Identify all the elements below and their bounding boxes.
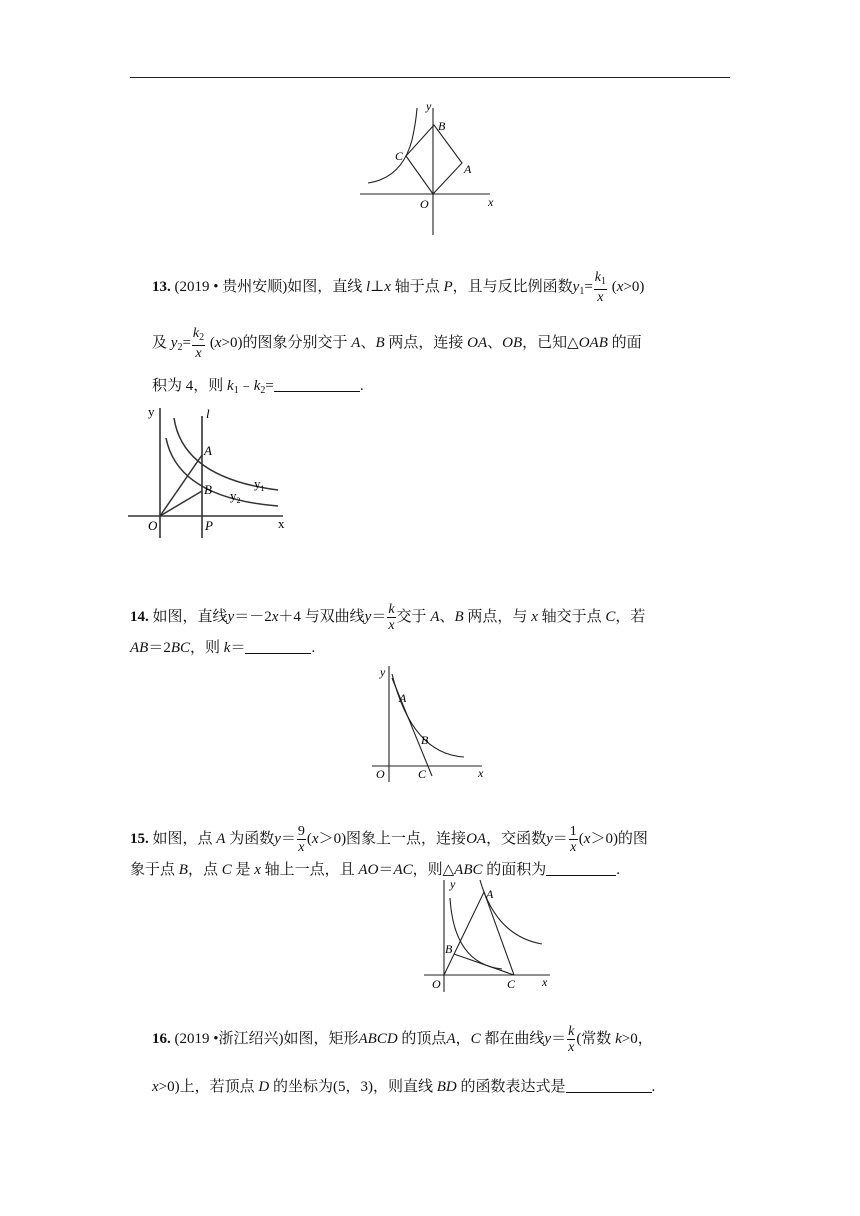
figure-q13: [128, 398, 303, 548]
point-c-label: C: [395, 149, 404, 163]
curve-y1: [174, 418, 278, 490]
fraction-k2-over-x: $\frac{k_2}{x}$: [192, 326, 205, 361]
fraction-1-over-x: $\frac{1}{x}$: [569, 824, 577, 855]
point-a-label: A: [204, 443, 212, 458]
q16-line-2: x>0)上，若顶点 D 的坐标为(5，3)，则直线 BD 的函数表达式是 .: [152, 1079, 656, 1095]
line-l-label: l: [206, 406, 210, 421]
point-b-label: B: [445, 942, 453, 956]
x-axis-label: x: [478, 766, 484, 780]
answer-blank-q14: [245, 639, 311, 654]
y-axis-label: y: [380, 665, 386, 679]
figure-q12: [360, 100, 505, 240]
answer-blank-q13: [274, 377, 360, 392]
origin-label: O: [376, 767, 385, 781]
square-oabc: [406, 125, 462, 194]
q14-line-1: 14. 如图，直线y＝－2x＋4 与双曲线y＝ $\frac{k}{x}$ 交于 A、B 两点，与 x 轴交于点 C，若: [130, 602, 646, 633]
point-c-label: C: [507, 977, 516, 991]
q13-line-2: 及 $y_2=$ $\frac{k_2}{x}$ (x>0)的图象分别交于 A、B 两点，连接 OA、OB，已知△OAB 的面: [152, 326, 642, 361]
q15-line-1: 15. 如图，点 A 为函数y＝ $\frac{9}{x}$ (x＞0)图象上一点，连接OA，交函数y＝ $\frac{1}{x}$ (x＞0)的图: [130, 824, 648, 855]
curve-y2-label: $y_2$: [230, 488, 241, 505]
x-axis-label: x: [542, 975, 548, 989]
fraction-9-over-x: $\frac{9}{x}$: [297, 824, 305, 855]
answer-blank-q16: [566, 1078, 652, 1093]
point-p-label: P: [205, 518, 213, 533]
y-axis-label: y: [450, 877, 456, 891]
y-axis-label: y: [426, 99, 432, 113]
origin-label: O: [432, 977, 441, 991]
q16-line-1: 16. (2019 •浙江绍兴)如图，矩形ABCD 的顶点A，C 都在曲线y＝ $\frac{k}{x}$ (常数 k>0，: [152, 1024, 653, 1055]
q15-line-2: 象于点 B，点 C 是 x 轴上一点，且 AO＝AC，则△ABC 的面积为 .: [130, 862, 621, 878]
segment-ob: [160, 491, 202, 516]
answer-blank-q15: [546, 861, 616, 876]
segment-bc: [454, 954, 514, 975]
point-a-label: A: [399, 691, 407, 705]
fraction-k-over-x: $\frac{k}{x}$: [568, 1024, 575, 1055]
point-a-label: A: [486, 887, 494, 901]
top-rule: [130, 77, 730, 78]
fraction-k-over-x: $\frac{k}{x}$: [388, 602, 395, 633]
y-axis-label: y: [148, 404, 155, 419]
origin-label: O: [420, 197, 429, 211]
q14-line-2: AB＝2BC，则 k＝ .: [130, 640, 316, 656]
figure-q15: [424, 876, 564, 996]
hyperbola-curve: [368, 108, 417, 183]
q13-line-3: 积为 4，则 $k_1﹣k_2=$ .: [152, 378, 364, 396]
point-a-label: A: [464, 162, 472, 176]
fraction-k1-over-x: $\frac{k_1}{x}$: [594, 270, 607, 305]
x-axis-label: x: [488, 195, 494, 209]
origin-label: O: [148, 518, 158, 533]
point-b-label: B: [204, 482, 212, 497]
q13-line-1: 13. (2019 • 贵州安顺)如图，直线 l⊥x 轴于点 P，且与反比例函数$y_1=$ $\frac{k_1}{x}$ (x>0): [152, 270, 645, 305]
curve-y1-label: $y_1$: [254, 476, 265, 493]
curve-y2: [166, 438, 278, 506]
figure-q14: [372, 660, 492, 785]
point-b-label: B: [438, 119, 446, 133]
point-b-label: B: [421, 733, 429, 747]
segment-oa: [160, 455, 202, 516]
x-axis-label: x: [278, 516, 285, 531]
point-c-label: C: [418, 767, 427, 781]
